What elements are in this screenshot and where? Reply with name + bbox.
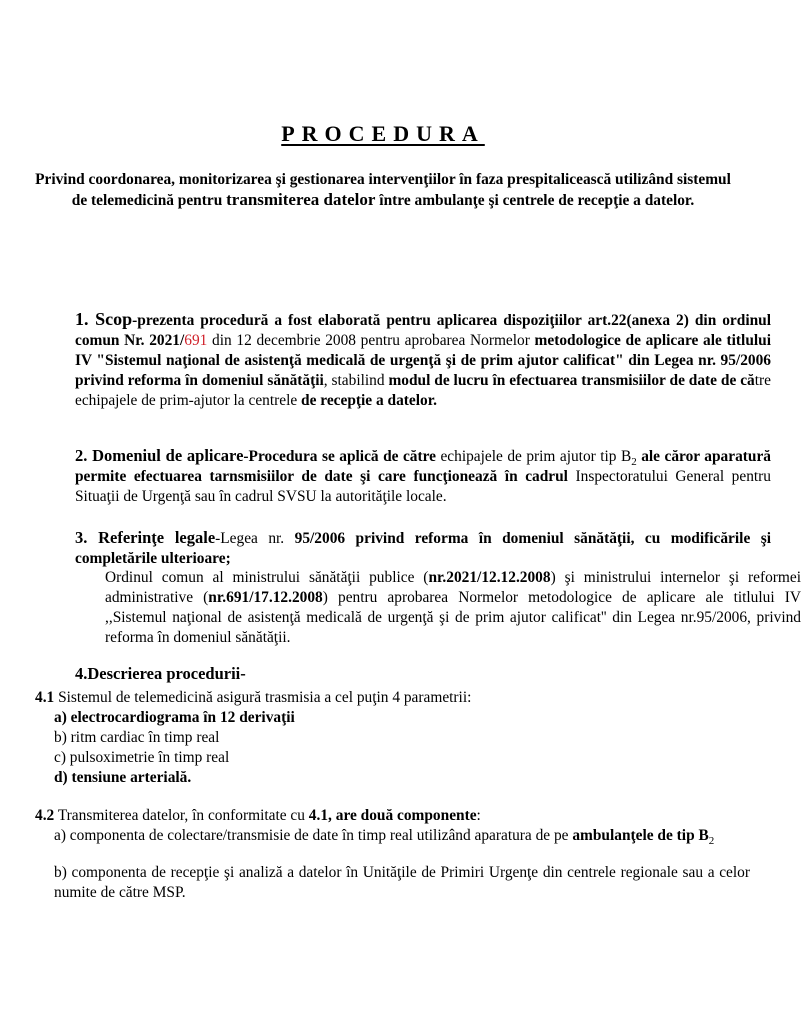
list-item: d) tensiune arterială. <box>54 769 192 786</box>
section-descriere-heading: 4.Descrierea procedurii- <box>75 664 246 683</box>
subsection-4-2-text-1: Transmiterea datelor, în conformitate cu <box>54 807 309 824</box>
section-scop-bold-1: metodologice de aplicare ale titlului IV "Sistemul naţional de asistenţă medicală de urgenţă şi de prim ajutor calificat" din Legea nr. 95/2006 privind reforma în domeniul sănătăţii <box>75 332 771 389</box>
ordin-text-1: Ordinul comun al ministrului sănătăţii publice ( <box>105 569 429 586</box>
subtitle-emphasis: transmiterea datelor <box>226 190 376 209</box>
section-domeniul-bold-2: ale căror aparatură permite efectuarea tarnsmisiilor de date şi care funcţionează în cadrul <box>75 448 771 485</box>
list-item: c) pulsoximetrie în timp real <box>54 749 230 766</box>
subtitle-text-2: între ambulanţe şi centrele de recepţie a datelor. <box>375 192 695 209</box>
section-domeniul-text-2: Inspectoratului General pentru Situaţii de Urgenţă sau în cadrul SVSU la autorităţile locale. <box>75 468 771 505</box>
section-domeniul <box>35 446 771 507</box>
section-domeniul-text-1: echipajele de prim ajutor tip B <box>440 448 632 465</box>
section-scop-text-2: din 12 decembrie 2008 pentru aprobarea Normelor <box>207 332 535 349</box>
section-scop-bold-3: de recepţie a datelor. <box>301 392 437 409</box>
component-a-text: a) componenta de colectare/transmisie de date în timp real utilizând aparatura de pe <box>54 827 573 844</box>
document-page <box>35 0 801 1024</box>
component-a-bold: ambulanţele de tip B <box>572 827 709 844</box>
component-a-subscript: 2 <box>708 835 715 848</box>
subsection-4-2-text-3: : <box>476 807 481 824</box>
section-scop-text-4: tre echipajele de prim-ajutor la centrele <box>75 372 771 409</box>
section-scop <box>35 309 771 411</box>
section-referinte-heading: 3. Referinţe legale <box>75 528 216 547</box>
page-subtitle <box>35 170 731 211</box>
section-domeniul-subscript: 2 <box>631 456 637 469</box>
section-scop-red-number: 691 <box>184 332 208 349</box>
section-referinte <box>35 528 771 569</box>
section-scop-text-3: , stabilind <box>323 372 389 389</box>
list-item: b) ritm cardiac în timp real <box>54 729 220 746</box>
subsection-4-2-ref: 4.1 <box>308 807 329 824</box>
section-referinte-ordin <box>35 568 801 648</box>
component-a <box>35 826 750 846</box>
subsection-4-2-text-2: , are două componente <box>328 807 477 824</box>
subsection-4-2 <box>35 806 731 826</box>
subtitle-text-1: Privind coordonarea, monitorizarea şi gestionarea intervenţiilor în faza prespitalicească utilizând sistemul de telemedicină pentru <box>35 171 731 209</box>
subsection-4-1 <box>35 688 731 708</box>
subsection-4-2-number: 4.2 <box>35 807 55 824</box>
list-item: a) electrocardiograma în 12 derivaţii <box>54 709 295 726</box>
component-b: b) componenta de recepţie şi analiză a datelor în Unităţile de Primiri Urgenţe din centrele regionale sau a celor numite de către MSP. <box>54 864 750 901</box>
ordin-text-2: ) şi ministrului internelor şi reformei administrative ( <box>105 569 801 606</box>
ordin-number-2: nr.691/17.12.2008 <box>208 589 323 606</box>
subsection-4-1-text: Sistemul de telemedicină asigură trasmisia a cel puţin 4 parametrii: <box>54 689 472 706</box>
section-scop-heading: 1. Scop <box>75 309 133 329</box>
ordin-number-1: nr.2021/12.12.2008 <box>428 569 551 586</box>
ordin-text-3: ) pentru aprobarea Normelor metodologice de aplicare ale titlului IV ,,Sistemul naţional de asistenţă medicală de urgenţă şi de prim ajutor calificat'' din Legea nr.95/2006, privind reforma în domeniul sănătăţii. <box>105 589 801 646</box>
section-domeniul-bold-1: -Procedura se aplică de către <box>243 448 441 465</box>
page-title: PROCEDURA <box>281 121 485 146</box>
section-referinte-text-1: -Legea nr. <box>215 530 295 547</box>
subsection-4-1-number: 4.1 <box>35 689 55 706</box>
section-referinte-bold-1: 95/2006 privind reforma în domeniul sănătăţii, cu modificările şi completările ulterioare; <box>75 530 772 567</box>
section-scop-text-1: -prezenta procedură a fost elaborată pentru aplicarea dispoziţiilor art.22(anexa 2) din ordinul comun Nr. 2021/ <box>75 312 771 349</box>
section-domeniul-heading: 2. Domeniul de aplicare <box>75 446 244 465</box>
section-scop-bold-2: modul de lucru în efectuarea transmisiilor de date de că <box>388 372 755 389</box>
